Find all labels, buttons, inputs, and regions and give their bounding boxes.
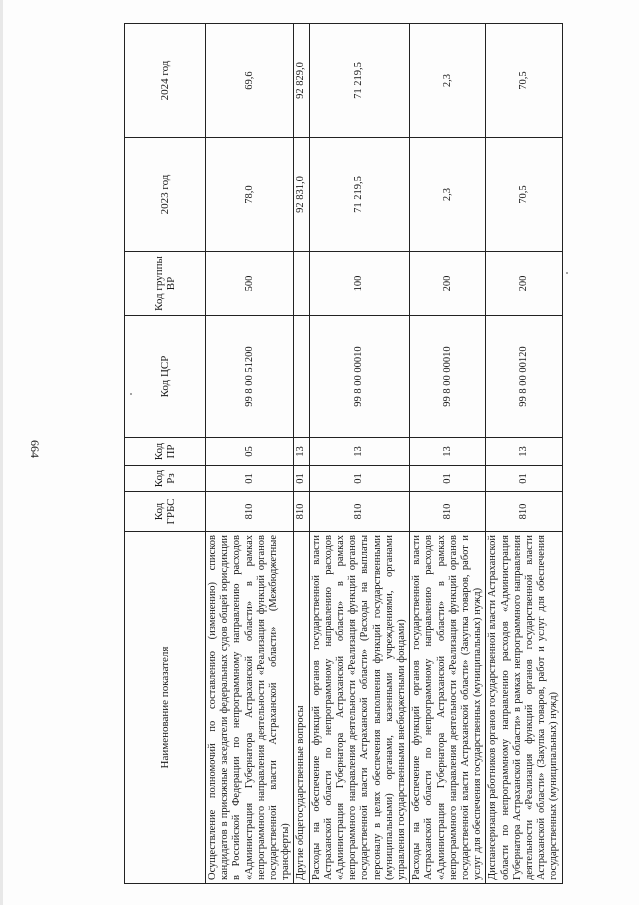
row-2023: 92 831,0 bbox=[294, 138, 309, 252]
rotated-table-container bbox=[124, 24, 592, 884]
table-row bbox=[206, 24, 294, 884]
header-vr: Код группы ВР bbox=[125, 252, 206, 316]
row-2023: 78,0 bbox=[206, 138, 294, 252]
header-2024: 2024 год bbox=[125, 24, 206, 138]
row-grbs: 810 bbox=[294, 492, 309, 532]
row-rz: 01 bbox=[294, 466, 309, 492]
row-grbs: 810 bbox=[309, 492, 410, 532]
table-row bbox=[294, 24, 309, 884]
row-csr: 99 8 00 00010 bbox=[410, 316, 486, 438]
row-2024: 2,3 bbox=[410, 24, 486, 138]
row-rz: 01 bbox=[486, 466, 562, 492]
row-vr: 500 bbox=[206, 252, 294, 316]
header-rz: Код Рз bbox=[125, 466, 206, 492]
rotated-table-wrapper bbox=[124, 24, 592, 884]
scan-edge bbox=[0, 0, 3, 905]
table-header-row bbox=[125, 24, 206, 884]
row-grbs: 810 bbox=[486, 492, 562, 532]
row-2023: 2,3 bbox=[410, 138, 486, 252]
header-grbs: Код ГРБС bbox=[125, 492, 206, 532]
row-2024: 70,5 bbox=[486, 24, 562, 138]
row-rz: 01 bbox=[309, 466, 410, 492]
header-name: Наименование показателя bbox=[125, 532, 206, 884]
row-vr: 100 bbox=[309, 252, 410, 316]
row-grbs: 810 bbox=[206, 492, 294, 532]
row-csr: 99 8 00 00010 bbox=[309, 316, 410, 438]
header-2023: 2023 год bbox=[125, 138, 206, 252]
row-rz: 01 bbox=[206, 466, 294, 492]
row-vr: 200 bbox=[486, 252, 562, 316]
row-name: Другие общегосударственные вопросы bbox=[294, 532, 309, 884]
row-pr: 13 bbox=[410, 438, 486, 466]
row-vr bbox=[294, 252, 309, 316]
row-2024: 69,6 bbox=[206, 24, 294, 138]
row-name: Диспансеризация работников органов государственной власти Астраханской области по непрограммному направлению расходов «Администрация Губернатора Астраханской области» в рамках непрограммного направления деятельности «Реализация функций органов государственной власти Астраханской области» (Закупка товаров, работ и услуг для обеспечения государственных (муниципальных) нужд) bbox=[486, 532, 562, 884]
row-name: Осуществление полномочий по составлению (изменению) списков кандидатов в присяжные заседатели федеральных судов общей юрисдикции в Российской Федерации по непрограммному направлению расходов «Администрация Губернатора Астраханской области» в рамках непрограммного направления деятельности «Реализация функций органов государственной власти Астраханской области» (Межбюджетные трансферты) bbox=[206, 532, 294, 884]
row-csr bbox=[294, 316, 309, 438]
row-2024: 92 829,0 bbox=[294, 24, 309, 138]
table-row bbox=[486, 24, 562, 884]
budget-table bbox=[124, 23, 563, 884]
row-rz: 01 bbox=[410, 466, 486, 492]
row-pr: 13 bbox=[294, 438, 309, 466]
row-pr: 05 bbox=[206, 438, 294, 466]
row-grbs: 810 bbox=[410, 492, 486, 532]
row-csr: 99 8 00 51200 bbox=[206, 316, 294, 438]
page-number: 664 bbox=[28, 440, 42, 458]
row-pr: 13 bbox=[309, 438, 410, 466]
row-pr: 13 bbox=[486, 438, 562, 466]
table-row bbox=[309, 24, 410, 884]
row-2023: 70,5 bbox=[486, 138, 562, 252]
row-csr: 99 8 00 00120 bbox=[486, 316, 562, 438]
header-pr: Код ПР bbox=[125, 438, 206, 466]
row-name: Расходы на обеспечение функций органов государственной власти Астраханской области по непрограммному направлению расходов «Администрация Губернатора Астраханской области» в рамках непрограммного направления деятельности «Реализация функций органов государственной власти Астраханской области» (Расходы на выплаты персоналу в целях обеспечения выполнения функций государственными (муниципальными) органами, казенными учреждениями, органами управления государственными внебюджетными фондами) bbox=[309, 532, 410, 884]
row-2024: 71 219,5 bbox=[309, 24, 410, 138]
table-row bbox=[410, 24, 486, 884]
header-csr: Код ЦСР bbox=[125, 316, 206, 438]
row-2023: 71 219,5 bbox=[309, 138, 410, 252]
row-vr: 200 bbox=[410, 252, 486, 316]
row-name: Расходы на обеспечение функций органов государственной власти Астраханской области по непрограммному направлению расходов «Администрация Губернатора Астраханской области» в рамках непрограммного направления деятельности «Реализация функций органов государственной власти Астраханской области» (Закупка товаров, работ и услуг для обеспечения государственных (муниципальных) нужд) bbox=[410, 532, 486, 884]
